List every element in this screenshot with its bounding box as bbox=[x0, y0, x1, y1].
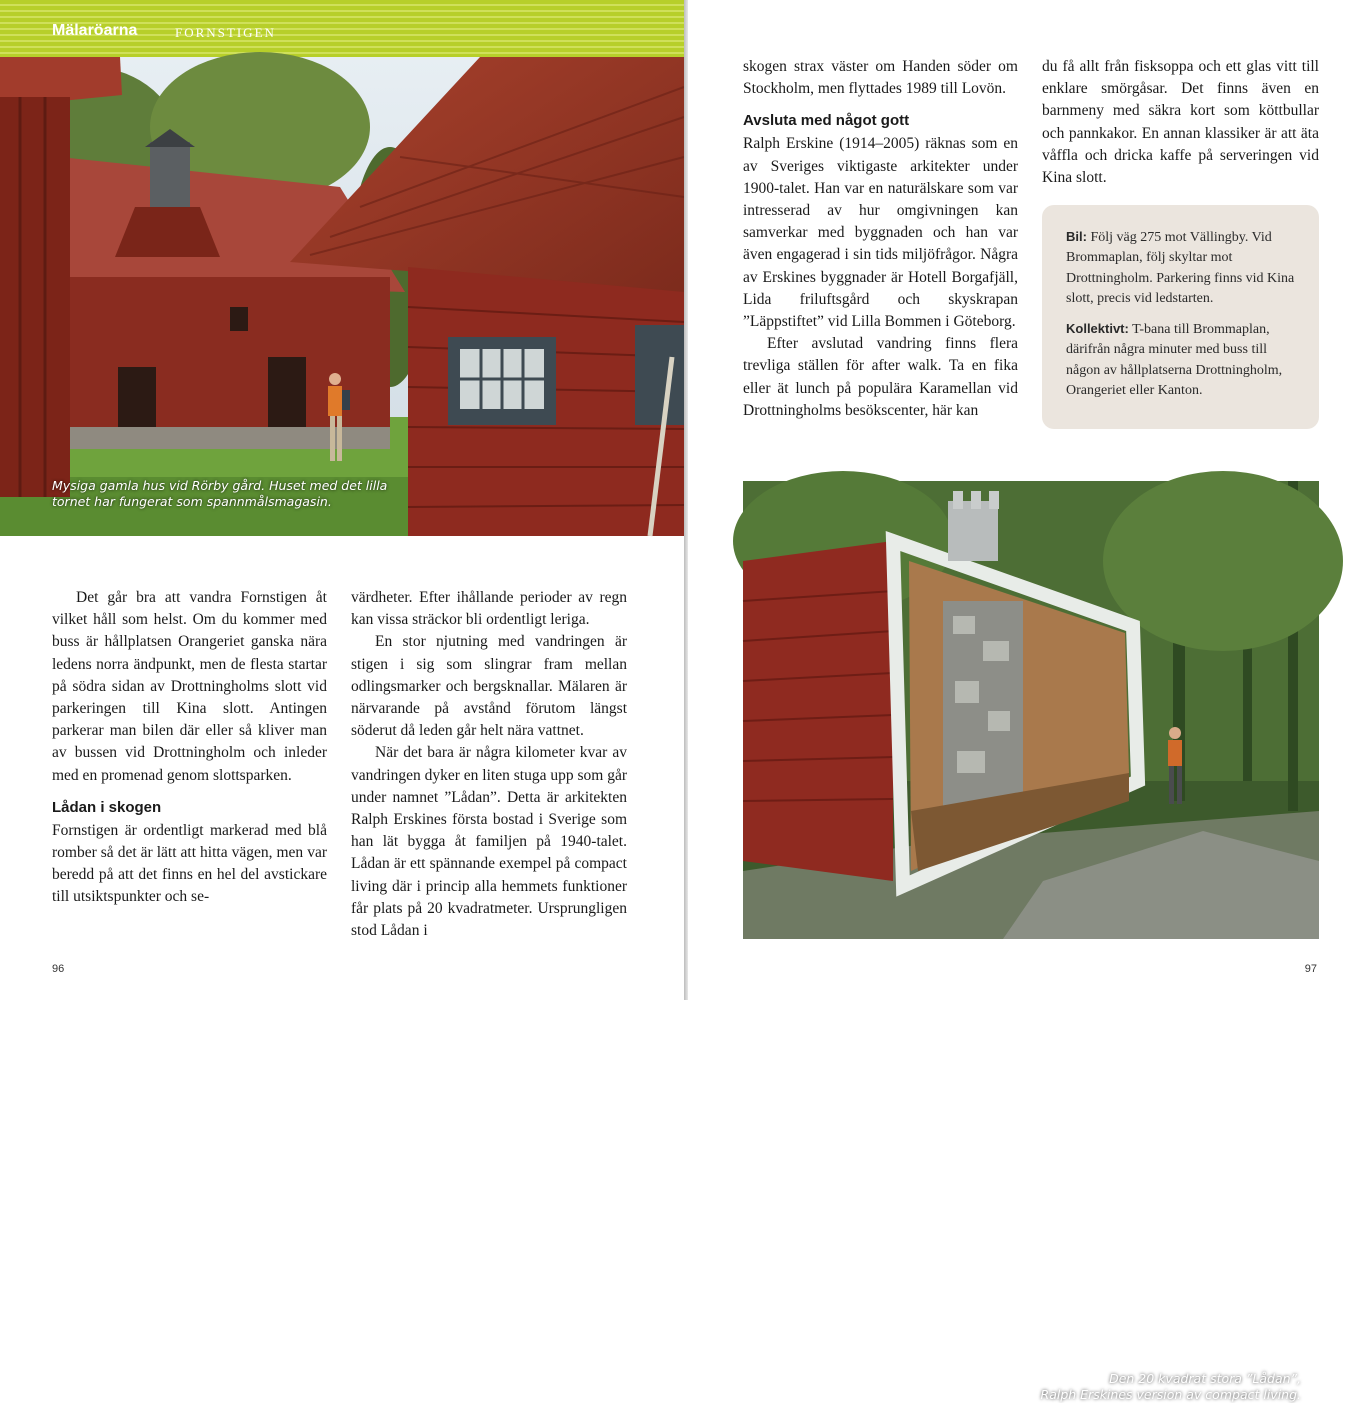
info-car-text: Följ väg 275 mot Vällingby. Vid Brommaplan, följ skyltar mot Drottningholm. Parkering finns vid Kina slott, precis vid ledstarten. bbox=[1066, 230, 1295, 306]
page-number-left: 96 bbox=[52, 963, 65, 975]
paragraph: du få allt från fisksoppa och ett glas vitt till enklare smörgåsar. Det finns även en barnmeny med säkra kort som köttbullar och pannkakor. En annan klassiker är att äta våffla och dricka kaffe på serveringen vid Kina slott. bbox=[1042, 58, 1319, 187]
running-header bbox=[0, 0, 684, 57]
info-car-label: Bil: bbox=[1066, 229, 1087, 244]
info-car bbox=[1066, 227, 1297, 309]
left-column-2 bbox=[351, 587, 627, 942]
paragraph: En stor njutning med vandringen är stigen i sig som slingrar fram mellan odlingsmarker och bergsknallar. Mälaren är närvarande på avstånd förutom längst söderut då leden går helt nära vattnet. bbox=[351, 633, 627, 740]
info-transit bbox=[1066, 319, 1297, 401]
paragraph: Fornstigen är ordentligt markerad med blå romber så det är lätt att hitta vägen, men var beredd på att det finns en hel del avstickare till utsiktspunkter och se- bbox=[52, 821, 327, 906]
info-transit-text: T-bana till Brommaplan, därifrån några minuter med buss till någon av hållplatserna Drottningholm, Orangeriet eller Kanton. bbox=[1066, 322, 1283, 399]
subheading-ladan-i-skogen: Lådan i skogen bbox=[52, 798, 162, 816]
paragraph: Ralph Erskine (1914–2005) räknas som en av Sveriges viktigaste arkitekter under 1900-talet. Han var en naturälskare som var intresserad av hur omgivningen kan samverkar med byggnaden och han var även engagerad i sin tids miljöfrågor. Några av Erskines byggnader är Hotell Borgafjäll, Lida friluftsgård och skyskrapan ”Läppstiftet” vid Lilla Bommen i Göteborg. bbox=[743, 135, 1018, 331]
photo-caption-left: Mysiga gamla hus vid Rörby gård. Huset med det lilla tornet har fungerat som spannmålsmagasin. bbox=[52, 478, 388, 509]
header-region: Mälaröarna bbox=[52, 22, 138, 39]
photo-rorby-gard bbox=[0, 57, 684, 536]
paragraph: Efter avslutad vandring finns flera trevliga ställen för after walk. Ta en fika eller ät lunch på populära Karamellan vid Drottningholms besökscenter, här kan bbox=[743, 335, 1018, 419]
paragraph: värdheter. Efter ihållande perioder av regn kan vissa sträckor bli ordentligt leriga. bbox=[351, 589, 627, 629]
paragraph: Det går bra att vandra Fornstigen åt vilket håll som helst. Om du kommer med buss är hållplatsen Orangeriet ganska nära ledens norra ändpunkt, men de flesta startar på södra sidan av Drottningholms slott vid parkeringen till Kina slott. Antingen parkerar man bilen där eller så kliver man av bussen vid Drottningholm och inleder med en promenad genom slottsparken. bbox=[52, 589, 327, 784]
right-column-1 bbox=[743, 56, 1018, 422]
right-column-2 bbox=[1042, 56, 1319, 189]
photo-caption-right bbox=[981, 1371, 1301, 1403]
left-page bbox=[0, 0, 684, 1000]
header-section: FORNSTIGEN bbox=[175, 25, 276, 40]
left-column-1 bbox=[52, 587, 327, 909]
paragraph: När det bara är några kilometer kvar av vandringen dyker en liten stuga upp som går under namnet ”Lådan”. Detta är arkitekten Ralph Erskines första bostad i Sverige som han lät bygga åt familjen på 1940-talet. Lådan är ett spännande exempel på compact living där i princip alla hemmets funktioner får plats på 20 kvadratmeter. Ursprungligen stod Lådan i bbox=[351, 744, 627, 940]
subheading-avsluta: Avsluta med något gott bbox=[743, 112, 910, 130]
page-number-right: 97 bbox=[1304, 963, 1317, 975]
info-box-directions bbox=[1042, 205, 1319, 429]
caption-line: Ralph Erskines version av compact living. bbox=[1040, 1387, 1301, 1402]
right-page bbox=[688, 0, 1369, 1402]
paragraph: skogen strax väster om Handen söder om Stockholm, men flyttades 1989 till Lovön. bbox=[743, 58, 1018, 98]
caption-line: Den 20 kvadrat stora ”Lådan”, bbox=[1109, 1371, 1301, 1386]
info-transit-label: Kollektivt: bbox=[1066, 321, 1129, 337]
